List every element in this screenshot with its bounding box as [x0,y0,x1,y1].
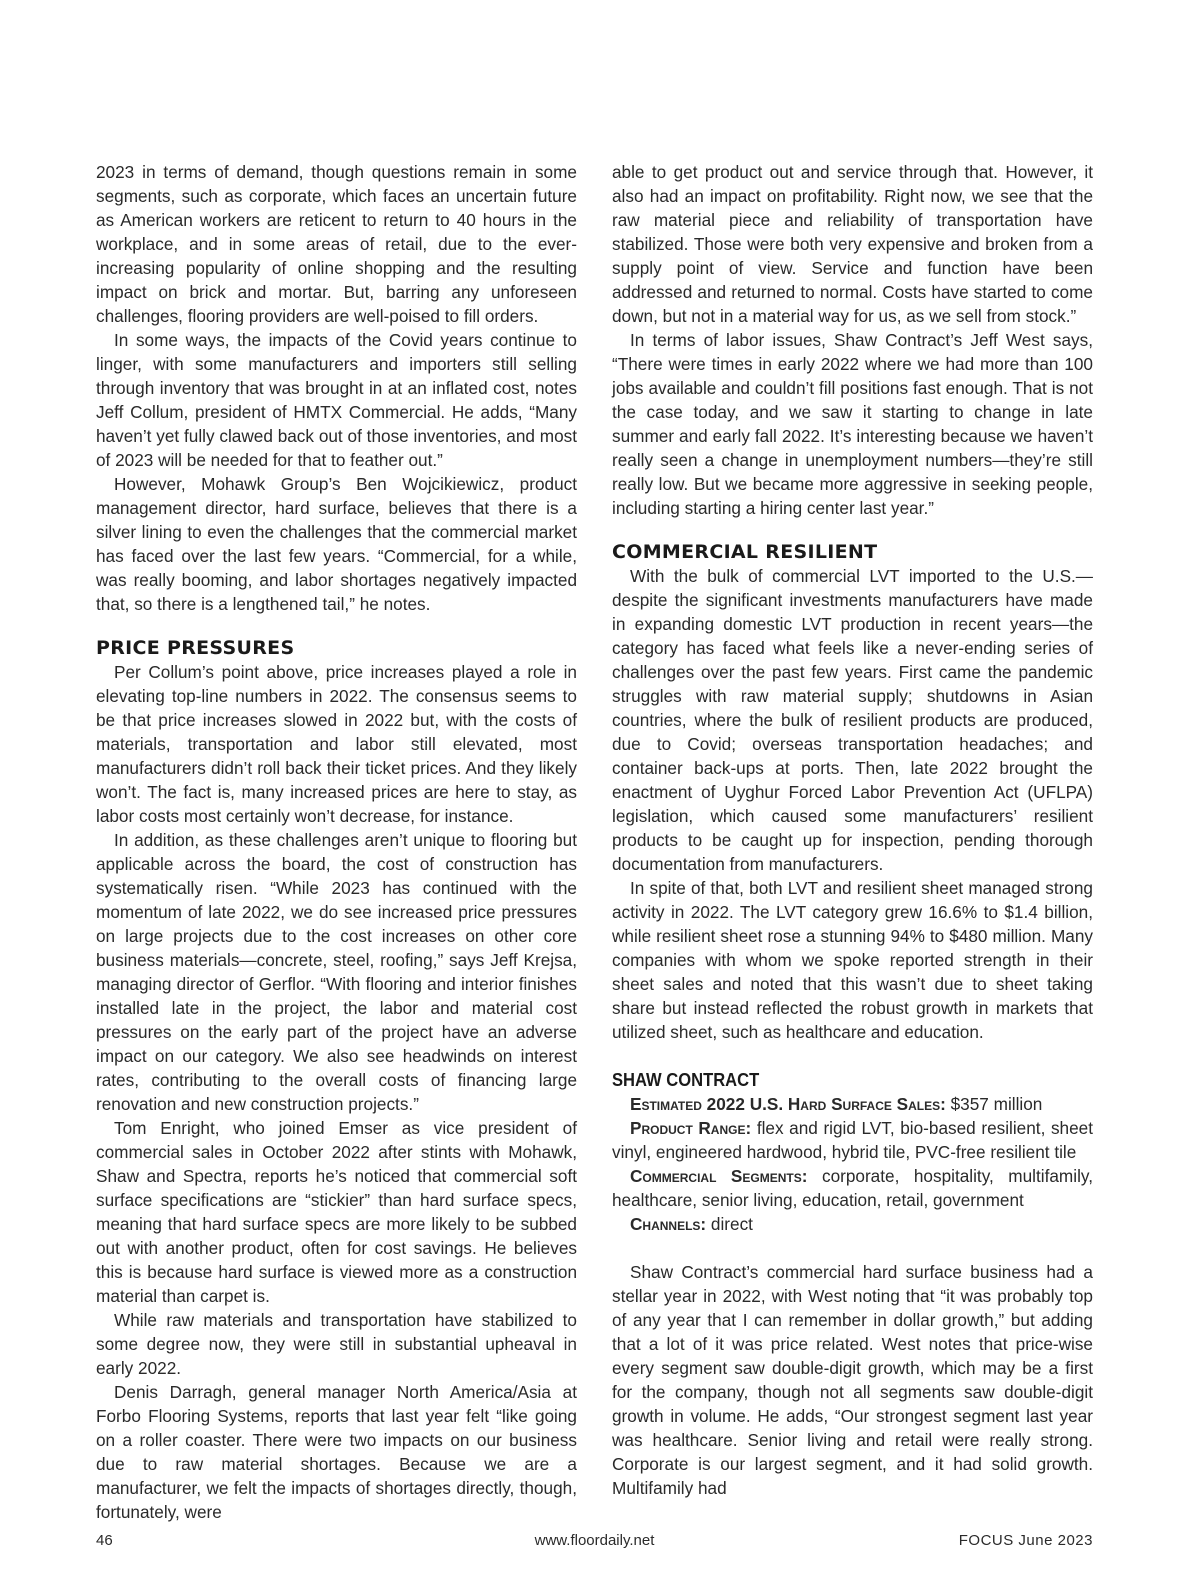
range-label: Product Range: [630,1118,752,1138]
sales-fact [612,1092,1093,1116]
segments-label: Commercial Segments: [630,1166,808,1186]
paragraph: While raw materials and transportation have stabilized to some degree now, they were still in substantial upheaval in early 2022. [96,1310,577,1378]
company-profile [612,1068,1093,1236]
range-fact [612,1116,1093,1164]
channels-fact [612,1212,1093,1236]
issue-label: FOCUS June 2023 [958,1532,1093,1549]
range-value: flex and rigid LVT, bio-based resilient, sheet vinyl, engineered hardwood, hybrid tile, PVC-free resilient tile [612,1118,1093,1162]
paragraph: In terms of labor issues, Shaw Contract’s Jeff West says, “There were times in early 2022 where we had more than 100 jobs available and couldn’t fill positions fast enough. That is not the case today, and we saw it starting to change in late summer and early fall 2022. It’s interesting because we haven’t really seen a change in unemployment numbers—they’re still really low. But we became more aggressive in seeking people, including starting a hiring center last year.” [612,330,1093,518]
paragraph: Tom Enright, who joined Emser as vice president of commercial sales in October 2022 after stints with Mohawk, Shaw and Spectra, reports he’s noticed that commercial soft surface specifications are “stickier” than hard surface specs, meaning that hard surface specs are more likely to be subbed out with another product, often for cost savings. He believes this is because hard surface is viewed more as a construction material than carpet is. [96,1118,577,1306]
segments-value: corporate, hospitality, multifamily, healthcare, senior living, education, retail, government [612,1166,1093,1210]
paragraph: However, Mohawk Group’s Ben Wojcikiewicz, product management director, hard surface, believes that there is a silver lining to even the challenges that the commercial market has faced over the last few years. “Commercial, for a while, was really booming, and labor shortages negatively impacted that, so there is a lengthened tail,” he notes. [96,474,577,614]
sales-label: Estimated 2022 U.S. Hard Surface Sales: [630,1094,946,1114]
sales-value: $357 million [950,1094,1043,1114]
paragraph: In some ways, the impacts of the Covid years continue to linger, with some manufacturers and importers still selling through inventory that was brought in at an inflated cost, notes Jeff Collum, president of HMTX Commercial. He adds, “Many haven’t yet fully clawed back out of those inventories, and most of 2023 will be needed for that to feather out.” [96,330,577,470]
paragraph: 2023 in terms of demand, though questions remain in some segments, such as corporate, which faces an uncertain future as American workers are reticent to return to 40 hours in the workplace, and in some areas of retail, due to the ever-increasing popularity of online shopping and the resulting impact on brick and mortar. But, barring any unforeseen challenges, flooring providers are well-poised to fill orders. [96,162,577,326]
paragraph: Shaw Contract’s commercial hard surface business had a stellar year in 2022, with West noting that “it was probably top of any year that I can remember in dollar growth,” but adding that a lot of it was price related. West notes that price-wise every segment saw double-digit growth, which may be a first for the company, though not all segments saw double-digit growth in volume. He adds, “Our strongest segment last year was healthcare. Senior living and retail were really strong. Corporate is our largest segment, and it had solid growth. Multifamily had [612,1262,1093,1498]
website-link[interactable]: www.floordaily.net [534,1532,655,1549]
company-name: SHAW CONTRACT [612,1070,760,1090]
page-footer [96,1532,1093,1554]
paragraph: In spite of that, both LVT and resilient sheet managed strong activity in 2022. The LVT category grew 16.6% to $1.4 billion, while resilient sheet rose a stunning 94% to $480 million. Many companies with whom we spoke reported strength in their sheet sales and noted that this wasn’t due to sheet taking share but instead reflected the robust growth in markets that utilized sheet, such as healthcare and education. [612,878,1093,1042]
segments-fact [612,1164,1093,1212]
right-column [612,160,1093,1500]
paragraph: Per Collum’s point above, price increases played a role in elevating top-line numbers in 2022. The consensus seems to be that price increases slowed in 2022 but, with the costs of materials, transportation and labor still elevated, most manufacturers didn’t roll back their ticket prices. And they likely won’t. The fact is, many increased prices are here to stay, as labor costs most certainly won’t decrease, for instance. [96,662,577,826]
paragraph: With the bulk of commercial LVT imported to the U.S.—despite the significant investments manufacturers have made in expanding domestic LVT production in recent years—the category has faced what feels like a never-ending series of challenges over the past few years. First came the pandemic struggles with raw material supply; shutdowns in Asian countries, where the bulk of resilient products are produced, due to Covid; overseas transportation headaches; and container back-ups at ports. Then, late 2022 brought the enactment of Uyghur Forced Labor Prevention Act (UFLPA) legislation, which caused some manufacturers’ resilient products to be caught up for inspection, pending thorough documentation from manufacturers. [612,566,1093,874]
spacer [612,1236,1093,1260]
section-heading-commercial-resilient: COMMERCIAL RESILIENT [612,541,878,563]
paragraph: able to get product out and service through that. However, it also had an impact on profitability. Right now, we see that the raw material piece and reliability of transportation have stabilized. Those were both very expensive and broken from a supply point of view. Service and function have been addressed and returned to normal. Costs have started to come down, but not in a material way for us, as we sell from stock.” [612,162,1093,326]
left-column [96,160,577,1524]
section-heading-price-pressures: PRICE PRESSURES [96,637,295,659]
paragraph: In addition, as these challenges aren’t unique to flooring but applicable across the board, the cost of construction has systematically risen. “While 2023 has continued with the momentum of late 2022, we do see increased price pressures on large projects due to the cost increases on other core business materials—concrete, steel, roofing,” says Jeff Krejsa, managing director of Gerflor. “With flooring and interior finishes installed late in the project, the labor and material cost pressures on the early part of the project have an adverse impact on our category. We also see headwinds on interest rates, contributing to the overall costs of financing large renovation and new construction projects.” [96,830,577,1114]
paragraph: Denis Darragh, general manager North America/Asia at Forbo Flooring Systems, reports that last year felt “like going on a roller coaster. There were two impacts on our business due to raw material shortages. Because we are a manufacturer, we felt the impacts of shortages directly, though, fortunately, were [96,1382,577,1522]
page-number: 46 [96,1532,113,1549]
channels-value: direct [710,1214,753,1234]
channels-label: Channels: [630,1214,707,1234]
